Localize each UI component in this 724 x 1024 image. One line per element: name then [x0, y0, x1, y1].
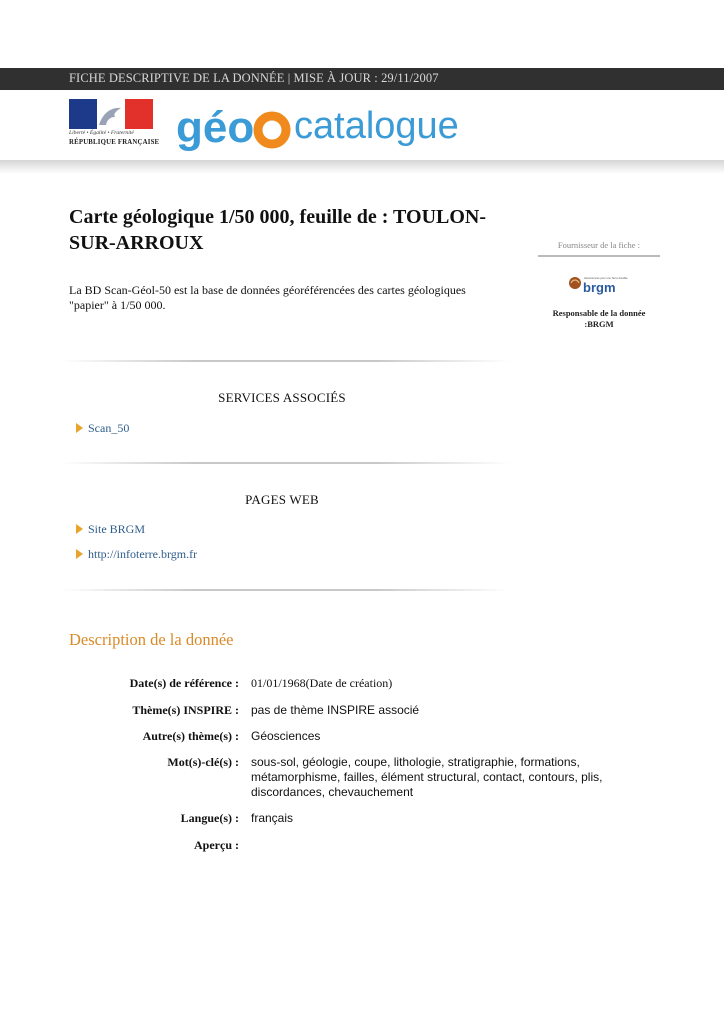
provider-responsable: Responsable de la donnée :BRGM	[552, 308, 646, 329]
field-label-mots-cles: Mot(s)-clé(s) :	[167, 755, 239, 769]
description-title: Description de la donnée	[69, 630, 234, 649]
provider-label: Fournisseur de la fiche :	[557, 240, 640, 250]
geocatalogue-logo	[176, 104, 492, 152]
bullet-arrow-icon	[76, 549, 83, 559]
section-divider	[60, 589, 510, 591]
field-label-theme-inspire: Thème(s) INSPIRE :	[132, 703, 239, 717]
geo-text: géo	[176, 104, 255, 152]
republique-francaise-logo	[69, 99, 160, 151]
bullet-arrow-icon	[76, 524, 83, 534]
services-title: SERVICES ASSOCIÉS	[218, 390, 346, 405]
field-label-langue: Langue(s) :	[180, 811, 239, 825]
link-text[interactable]: Site BRGM	[88, 522, 146, 536]
bullet-arrow-icon	[76, 423, 83, 433]
provider-box	[538, 240, 660, 329]
link-text[interactable]: http://infoterre.brgm.fr	[88, 547, 198, 561]
field-label-apercu: Aperçu :	[194, 838, 239, 852]
field-label-autres-themes: Autre(s) thème(s) :	[142, 729, 239, 743]
section-divider	[60, 462, 510, 464]
field-value-autres-themes: Géosciences	[251, 729, 321, 743]
republique-motto: Liberté • Égalité • Fraternité	[69, 130, 134, 136]
brgm-tagline: Géosciences pour une Terre durable	[584, 277, 628, 280]
field-value-date: 01/01/1968(Date de création)	[251, 676, 393, 690]
field-value-mots-cles: sous-sol, géologie, coupe, lithologie, stratigraphie, formations, métamorphisme, failles, élément structural, contact, contours, plis, discordances, chevauchement	[251, 755, 603, 799]
tricolor-flag	[69, 99, 153, 129]
pages-web-title: PAGES WEB	[245, 492, 319, 507]
service-link-scan50[interactable]	[76, 421, 129, 436]
provider-divider	[538, 255, 660, 257]
link-text[interactable]: Scan_50	[88, 421, 130, 435]
field-label-date: Date(s) de référence :	[129, 676, 239, 690]
field-value-langue: français	[251, 811, 294, 825]
republique-name: RÉPUBLIQUE FRANÇAISE	[69, 139, 160, 146]
web-link-infoterre[interactable]	[76, 547, 197, 562]
brgm-logo[interactable]	[568, 274, 632, 296]
brgm-text: brgm	[583, 280, 616, 295]
intro-text: La BD Scan-Géol-50 est la base de données géoréférencées des cartes géologiques "papier" à 1/50 000.	[69, 283, 466, 312]
header-shadow	[0, 160, 724, 174]
field-value-theme-inspire: pas de thème INSPIRE associé	[251, 703, 420, 717]
geo-orange-o	[258, 116, 286, 144]
catalogue-text: catalogue	[294, 105, 459, 147]
page-heading: FICHE DESCRIPTIVE DE LA DONNÉE | MISE À JOUR : 29/11/2007	[69, 71, 439, 85]
page-title: Carte géologique 1/50 000, feuille de : TOULON-SUR-ARROUX	[69, 206, 487, 254]
web-link-site-brgm[interactable]	[76, 522, 145, 537]
section-divider	[60, 360, 510, 362]
top-bar	[0, 68, 724, 90]
